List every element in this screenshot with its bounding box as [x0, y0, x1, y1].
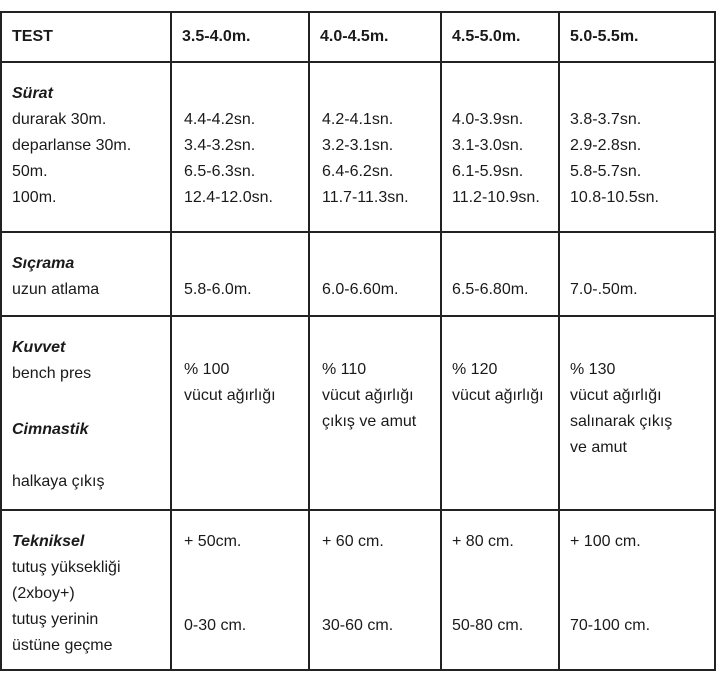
sicrama-title: Sıçrama	[12, 255, 75, 272]
kuvvet-label-cell	[1, 316, 171, 510]
surat-label-cell	[1, 62, 171, 232]
teknik-title: Tekniksel	[12, 533, 85, 550]
surat-label-0: durarak 30m.	[12, 111, 107, 128]
surat-label-1: deparlanse 30m.	[12, 137, 132, 154]
row-sicrama	[1, 232, 715, 316]
performance-table	[0, 11, 716, 671]
teknik-label-2: tutuş yerinin	[12, 611, 99, 628]
header-col2: 4.0-4.5m.	[309, 12, 441, 62]
sicrama-label-cell	[1, 232, 171, 316]
teknik-col1: + 50cm. 0-30 cm.	[171, 510, 309, 670]
surat-label-2: 50m.	[12, 163, 48, 180]
surat-label-3: 100m.	[12, 189, 57, 206]
header-col4: 5.0-5.5m.	[559, 12, 715, 62]
teknik-label-0: tutuş yüksekliği	[12, 559, 121, 576]
sicrama-col1: 5.8-6.0m.	[171, 232, 309, 316]
header-test: TEST	[1, 12, 171, 62]
cimnastik-title: Cimnastik	[12, 421, 89, 438]
surat-col2: 4.2-4.1sn. 3.2-3.1sn. 6.4-6.2sn. 11.7-11.3sn.	[309, 62, 441, 232]
kuvvet-label: bench pres	[12, 365, 92, 382]
surat-col1: 4.4-4.2sn. 3.4-3.2sn. 6.5-6.3sn. 12.4-12.0sn.	[171, 62, 309, 232]
row-surat	[1, 62, 715, 232]
sicrama-col4: 7.0-.50m.	[559, 232, 715, 316]
header-row	[1, 12, 715, 62]
surat-col4: 3.8-3.7sn. 2.9-2.8sn. 5.8-5.7sn. 10.8-10.5sn.	[559, 62, 715, 232]
kuvvet-col4: % 130 vücut ağırlığı salınarak çıkış ve amut	[559, 316, 715, 510]
kuvvet-title: Kuvvet	[12, 339, 66, 356]
teknik-col2: + 60 cm. 30-60 cm.	[309, 510, 441, 670]
teknik-label-3: üstüne geçme	[12, 637, 113, 654]
header-col1: 3.5-4.0m.	[171, 12, 309, 62]
kuvvet-col1: % 100 vücut ağırlığı	[171, 316, 309, 510]
sicrama-col2: 6.0-6.60m.	[309, 232, 441, 316]
row-kuvvet	[1, 316, 715, 510]
kuvvet-col2: % 110 vücut ağırlığı çıkış ve amut	[309, 316, 441, 510]
cimnastik-label: halkaya çıkış	[12, 473, 105, 490]
sicrama-col3: 6.5-6.80m.	[441, 232, 559, 316]
teknik-col4: + 100 cm. 70-100 cm.	[559, 510, 715, 670]
teknik-col3: + 80 cm. 50-80 cm.	[441, 510, 559, 670]
surat-col3: 4.0-3.9sn. 3.1-3.0sn. 6.1-5.9sn. 11.2-10.9sn.	[441, 62, 559, 232]
teknik-label-1: (2xboy+)	[12, 585, 75, 602]
row-teknik	[1, 510, 715, 670]
kuvvet-col3: % 120 vücut ağırlığı	[441, 316, 559, 510]
surat-title: Sürat	[12, 85, 53, 102]
header-col3: 4.5-5.0m.	[441, 12, 559, 62]
sicrama-label: uzun atlama	[12, 281, 100, 298]
teknik-label-cell	[1, 510, 171, 670]
